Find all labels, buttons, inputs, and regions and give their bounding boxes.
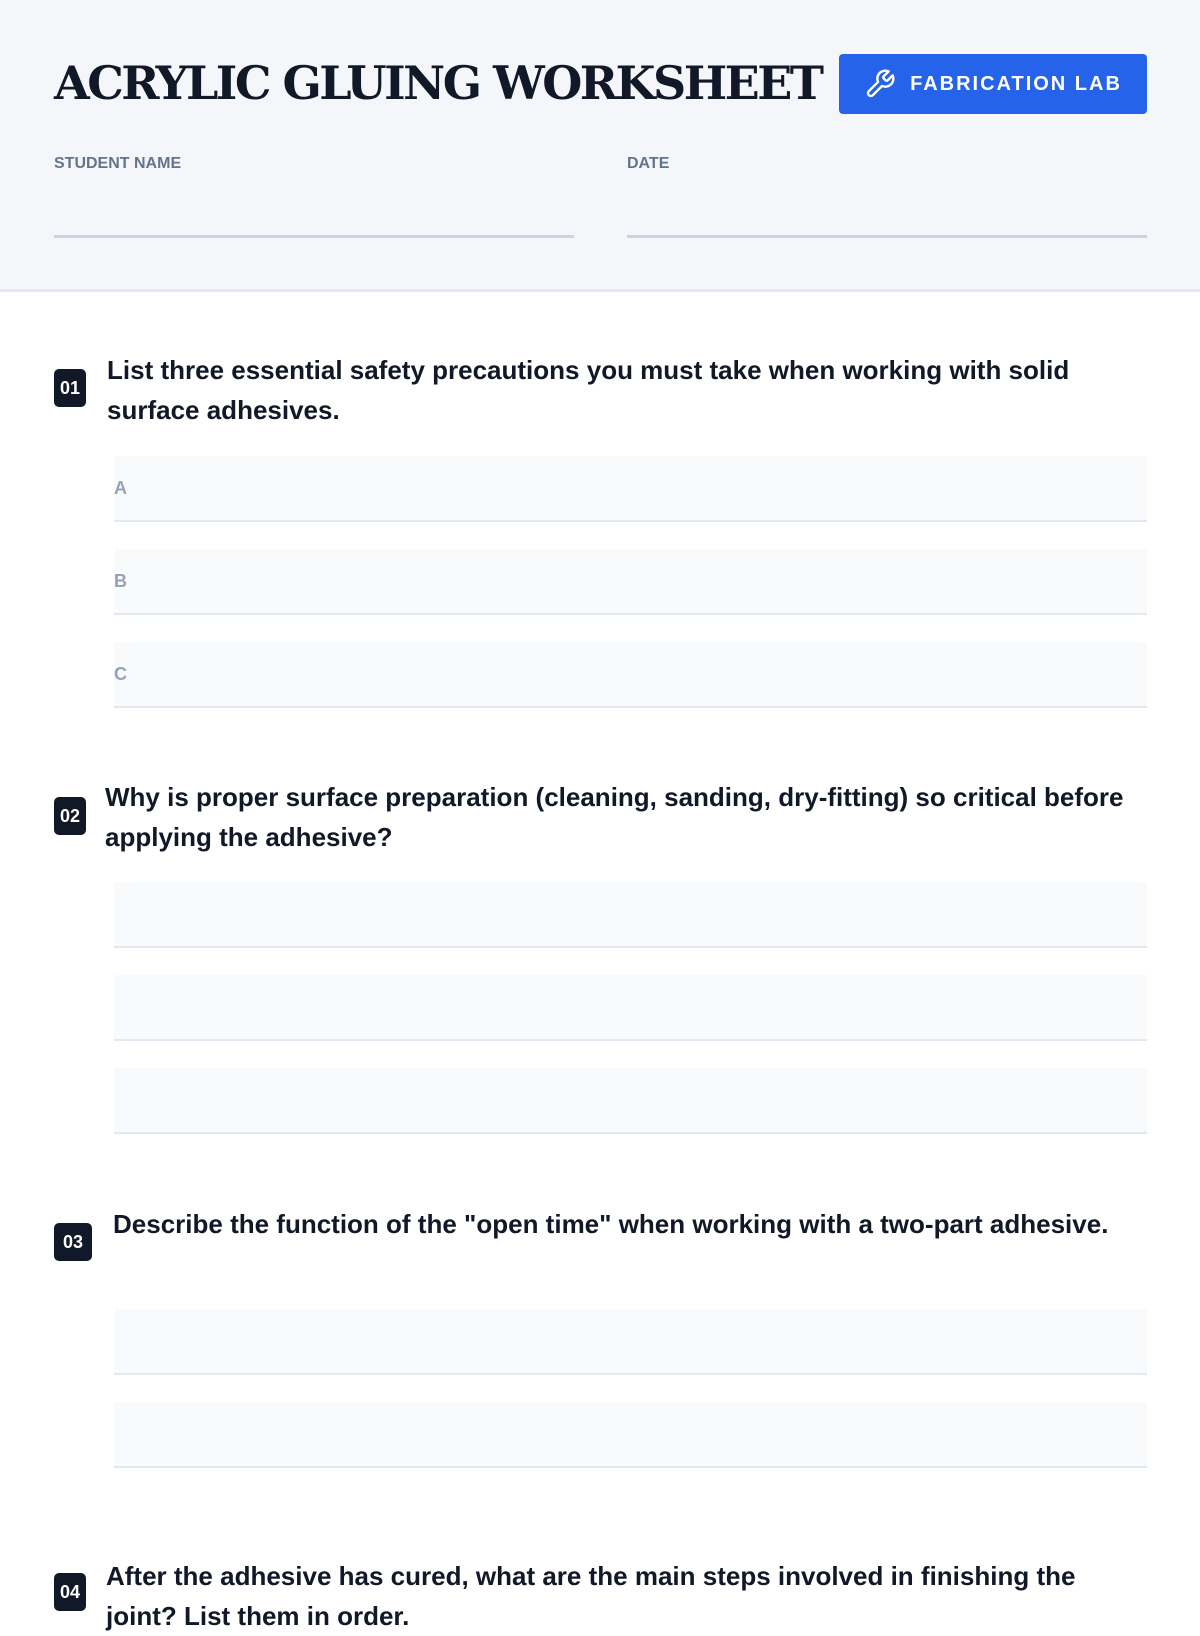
fabrication-lab-badge <box>839 54 1147 114</box>
answer-line-c[interactable] <box>114 642 1147 708</box>
answer-letter: B <box>114 571 127 591</box>
question-number: 01 <box>54 369 86 407</box>
wrench-icon <box>864 68 896 100</box>
question-text: List three essential safety precautions you must take when working with solid surface adhesives. <box>107 355 1070 425</box>
question-number: 02 <box>54 797 86 835</box>
question-text: Why is proper surface preparation (cleaning, sanding, dry-fitting) so critical before applying the adhesive? <box>105 782 1124 852</box>
answer-letter: C <box>114 664 127 684</box>
student-name-label: STUDENT NAME <box>54 155 182 172</box>
answer-line[interactable] <box>114 1309 1147 1375</box>
answer-letter: A <box>114 478 127 498</box>
student-name-line[interactable] <box>54 235 574 238</box>
question-text: Describe the function of the "open time" when working with a two-part adhesive. <box>113 1209 1109 1239</box>
question-number: 03 <box>54 1223 92 1261</box>
date-label: DATE <box>627 155 670 172</box>
answer-line-a[interactable] <box>114 456 1147 522</box>
date-line[interactable] <box>627 235 1147 238</box>
student-name-field[interactable] <box>54 155 574 173</box>
answer-line[interactable] <box>114 882 1147 948</box>
answer-line[interactable] <box>114 1068 1147 1134</box>
answer-line[interactable] <box>114 1402 1147 1468</box>
worksheet-header <box>0 0 1200 292</box>
date-field[interactable] <box>627 155 1147 173</box>
badge-label: FABRICATION LAB <box>910 72 1122 95</box>
answer-line[interactable] <box>114 975 1147 1041</box>
answer-line-b[interactable] <box>114 549 1147 615</box>
question-number: 04 <box>54 1573 86 1611</box>
question-text: After the adhesive has cured, what are the main steps involved in finishing the joint? List them in order. <box>106 1561 1076 1631</box>
page-title: ACRYLIC GLUING WORKSHEET <box>54 56 822 110</box>
